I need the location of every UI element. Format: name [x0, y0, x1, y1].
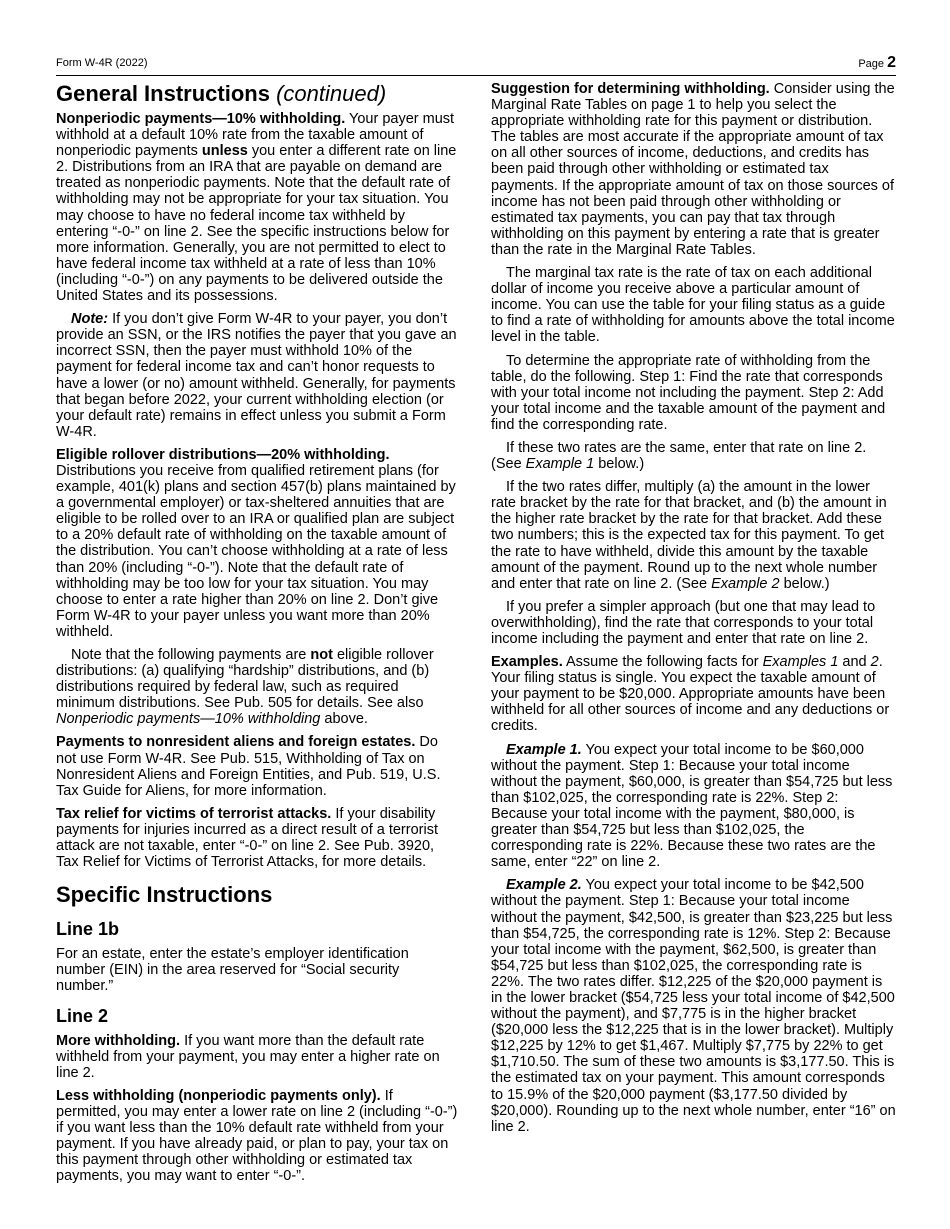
nonperiodic-unless: unless: [201, 143, 248, 160]
differ-text2: below.): [779, 575, 830, 592]
differ-rates-paragraph: [491, 479, 896, 592]
same-rates-paragraph: [491, 440, 896, 472]
left-column: [56, 81, 460, 1191]
page-header: [56, 55, 896, 76]
simpler-approach-paragraph: If you prefer a simpler approach (but one that may lead to overwithholding), find the rate that corresponds to your total income including the payment and enter that rate on line 2.: [491, 598, 876, 647]
note-lead: Note:: [71, 311, 109, 328]
marginal-rate-paragraph: The marginal tax rate is the rate of tax on each additional dollar of income you receive above a particular amount of income. You can use the table for your filing status as a guide to find a rate of withholding for amounts above the total income level in the table.: [491, 265, 895, 346]
nonresident-text: Do not use Form W-4R. See Pub. 515, Withholding of Tax on Nonresident Aliens and Foreign Entities, and Pub. 519, U.S. Tax Guide for Aliens, for more information.: [56, 734, 441, 799]
not-eligible-text3: above.: [320, 711, 368, 728]
terrorist-text: If your disability payments for injuries incurred as a direct result of a terrorist attack are not taxable, enter “-0-” on line 2. See Pub. 3920, Tax Relief for Victims of Terrorist Attacks, for more details.: [56, 805, 438, 871]
less-withholding-text: If permitted, you may enter a lower rate on line 2 (including “-0-”) if you want less than the 10% default rate withheld from your payment. If you have already paid, or plan to pay, your tax on this payment through other withholding or estimated tax payments, you may want to enter “-0-”.: [56, 1087, 458, 1185]
examples-paragraph: [491, 654, 896, 734]
more-withholding-text: If you want more than the default rate withheld from your payment, you may enter a higher rate on line 2.: [56, 1032, 440, 1081]
note-paragraph: [56, 311, 460, 440]
terrorist-paragraph: [56, 806, 460, 870]
example-1-text: You expect your total income to be $60,000 without the payment. Step 1: Because your total income without the payment, $60,000, is greater than $54,725 but less than $102,025, the corresponding rate is 22%. Step 2: Because your total income with the payment, $80,000, is greater than $54,725 but less than $102,025, the corresponding rate is 22%. Because these two rates are the same, enter “22” on line 2.: [491, 741, 893, 871]
page-number: 2: [887, 54, 896, 71]
example-2-text: You expect your total income to be $42,500 without the payment. Step 1: Because your total income without the payment, $42,500, is greater than $23,225 but less than $54,725, the corresponding rate is 12%. Step 2: Because your total income with the payment, $62,500, is greater than $54,725 but less than $102,025, the corresponding rate is 22%. The two rates differ. $12,225 of the $20,000 payment is in the lower bracket ($54,725 less your total income of $42,500 without the payment), and $7,775 is in the higher bracket ($20,000 less the $12,225 that is in the lower bracket). Multiply $12,225 by 12% to get $1,467. Multiply $7,775 by 22% to get $1,710.50. The sum of these two amounts is $3,177.50. This is the estimated tax on your payment. This amount corresponds to 15.9% of the $20,000 payment ($3,177.50 divided by $20,000). Rounding up to the next whole number, enter “16” on line 2.: [491, 877, 896, 1135]
general-title-text: General Instructions: [56, 81, 270, 106]
note-text: If you don’t give Form W-4R to your payer, you don’t provide an SSN, or the IRS notifies the payer that you gave an incorrect SSN, then the payer must withhold 10% of the payment for federal income tax and can’t honor requests to have a lower (or no) amount withheld. Generally, for payments that began before 2022, your current withholding election (or your default rate) remains in effect unless you submit a Form W-4R.: [56, 311, 457, 440]
nonresident-paragraph: [56, 734, 460, 798]
general-title-continued: (continued): [276, 81, 387, 106]
specific-instructions-title: Specific Instructions: [56, 882, 273, 908]
examples-text1: Assume the following facts for: [562, 654, 763, 671]
suggestion-lead: Suggestion for determining withholding.: [491, 81, 770, 97]
nonperiodic-text1: Your payer must withhold at a default 10% rate from the taxable amount of nonperiodic payments: [56, 111, 455, 160]
suggestion-paragraph: [491, 81, 896, 258]
general-instructions-title: [56, 81, 460, 107]
determine-rate-paragraph: To determine the appropriate rate of withholding from the table, do the following. Step 1: Find the rate that corresponds with your total income not including the payment. Step 2: Add your total income and the taxable amount of the payment and find the corresponding rate.: [491, 352, 886, 433]
differ-ref: Example 2: [711, 575, 780, 592]
not-eligible-paragraph: [56, 647, 460, 727]
less-withholding-lead: Less withholding (nonperiodic payments only).: [56, 1087, 381, 1104]
same-text2: below.): [594, 456, 645, 473]
example-1-lead: Example 1.: [506, 741, 582, 758]
example-1-paragraph: [491, 742, 896, 871]
examples-text2: and: [838, 654, 871, 671]
more-withholding-lead: More withholding.: [56, 1032, 181, 1049]
example-2-paragraph: [491, 877, 896, 1135]
eligible-text: Distributions you receive from qualified retirement plans (for example, 401(k) plans and section 457(b) plans maintained by a governmental employer) or tax-sheltered annuities that are eligible to be rolled over to an IRA or qualified plan are subject to a 20% default rate of withholding on the taxable amount of the distribution. You can’t choose withholding at a rate of less than 20% (including “-0-”). Note that the default rate of withholding may be too low for your tax situation. You may choose to enter a rate higher than 20% on line 2. Don’t give Form W-4R to your payer unless you want more than 20% withheld.: [56, 462, 456, 640]
form-id: Form W-4R (2022): [56, 57, 148, 69]
line-2-heading: Line 2: [56, 1005, 109, 1026]
not-eligible-bold: not: [310, 647, 333, 663]
terrorist-lead: Tax relief for victims of terrorist attacks.: [56, 805, 332, 822]
differ-text1: If the two rates differ, multiply (a) the amount in the lower rate bracket by the rate for that bracket, and (b) the amount in the higher rate bracket by the rate for that bracket. Add these two numbers; this is the expected tax for this payment. To get the rate to have withheld, divide this amount by the taxable amount of the payment. Round up to the next whole number and enter that rate on line 2. (See: [491, 479, 887, 592]
example-2-lead: Example 2.: [506, 877, 582, 894]
examples-lead: Examples.: [491, 654, 563, 671]
page-label: Page: [858, 58, 885, 70]
more-withholding-paragraph: [56, 1033, 460, 1081]
examples-italic1: Examples 1: [762, 654, 839, 671]
line-1b-heading: Line 1b: [56, 919, 120, 940]
line-1b-text: For an estate, enter the estate’s employer identification number (EIN) in the area reserved for “Social security number.”: [56, 946, 409, 995]
same-ref: Example 1: [525, 456, 595, 473]
not-eligible-text2: eligible rollover distributions: (a) qualifying “hardship” distributions, and (b) distributions required by federal law, such as required minimum distributions. See Pub. 505 for details. See also: [56, 647, 434, 712]
not-eligible-text1: Note that the following payments are: [71, 647, 311, 663]
examples-text3: . Your filing status is single. You expect the taxable amount of your payment to be $20,000. Appropriate amounts have been withheld for all other sources of income and any deductions or credits.: [491, 654, 890, 735]
nonperiodic-paragraph: [56, 111, 460, 304]
nonresident-lead: Payments to nonresident aliens and foreign estates.: [56, 734, 416, 751]
eligible-lead: Eligible rollover distributions—20% withholding.: [56, 446, 390, 463]
suggestion-text: Consider using the Marginal Rate Tables on page 1 to help you select the appropriate withholding rate for this payment or distribution. The tables are most accurate if the appropriate amount of tax on all other sources of income, deductions, and credits has been paid through other withholding or estimated tax payments. If the appropriate amount of tax on those sources of income has not been paid through other withholding or estimated tax payments, you can pay that tax through withholding on this payment by entering a rate that is greater than the rate in the Marginal Rate Tables.: [491, 81, 895, 258]
same-text1: If these two rates are the same, enter that rate on line 2. (See: [491, 439, 867, 473]
right-column: [491, 81, 896, 1142]
nonperiodic-lead: Nonperiodic payments—10% withholding.: [56, 111, 346, 127]
not-eligible-ref: Nonperiodic payments—10% withholding: [56, 711, 321, 728]
nonperiodic-text2: you enter a different rate on line 2. Distributions from an IRA that are payable on demand are treated as nonperiodic payments. Note that the default rate of withholding may not be appropriate for your tax situation. You may choose to have no federal income tax withheld by entering “-0-” on line 2. See the specific instructions below for more information. Generally, you are not permitted to elect to have federal income tax withheld at a rate of less than 10% (including “-0-”) on any payments to be delivered outside the United States and its possessions.: [56, 143, 457, 305]
eligible-rollover-paragraph: [56, 447, 460, 640]
examples-italic2: 2: [870, 654, 879, 671]
page-number-label: [858, 54, 896, 72]
less-withholding-paragraph: [56, 1088, 460, 1185]
